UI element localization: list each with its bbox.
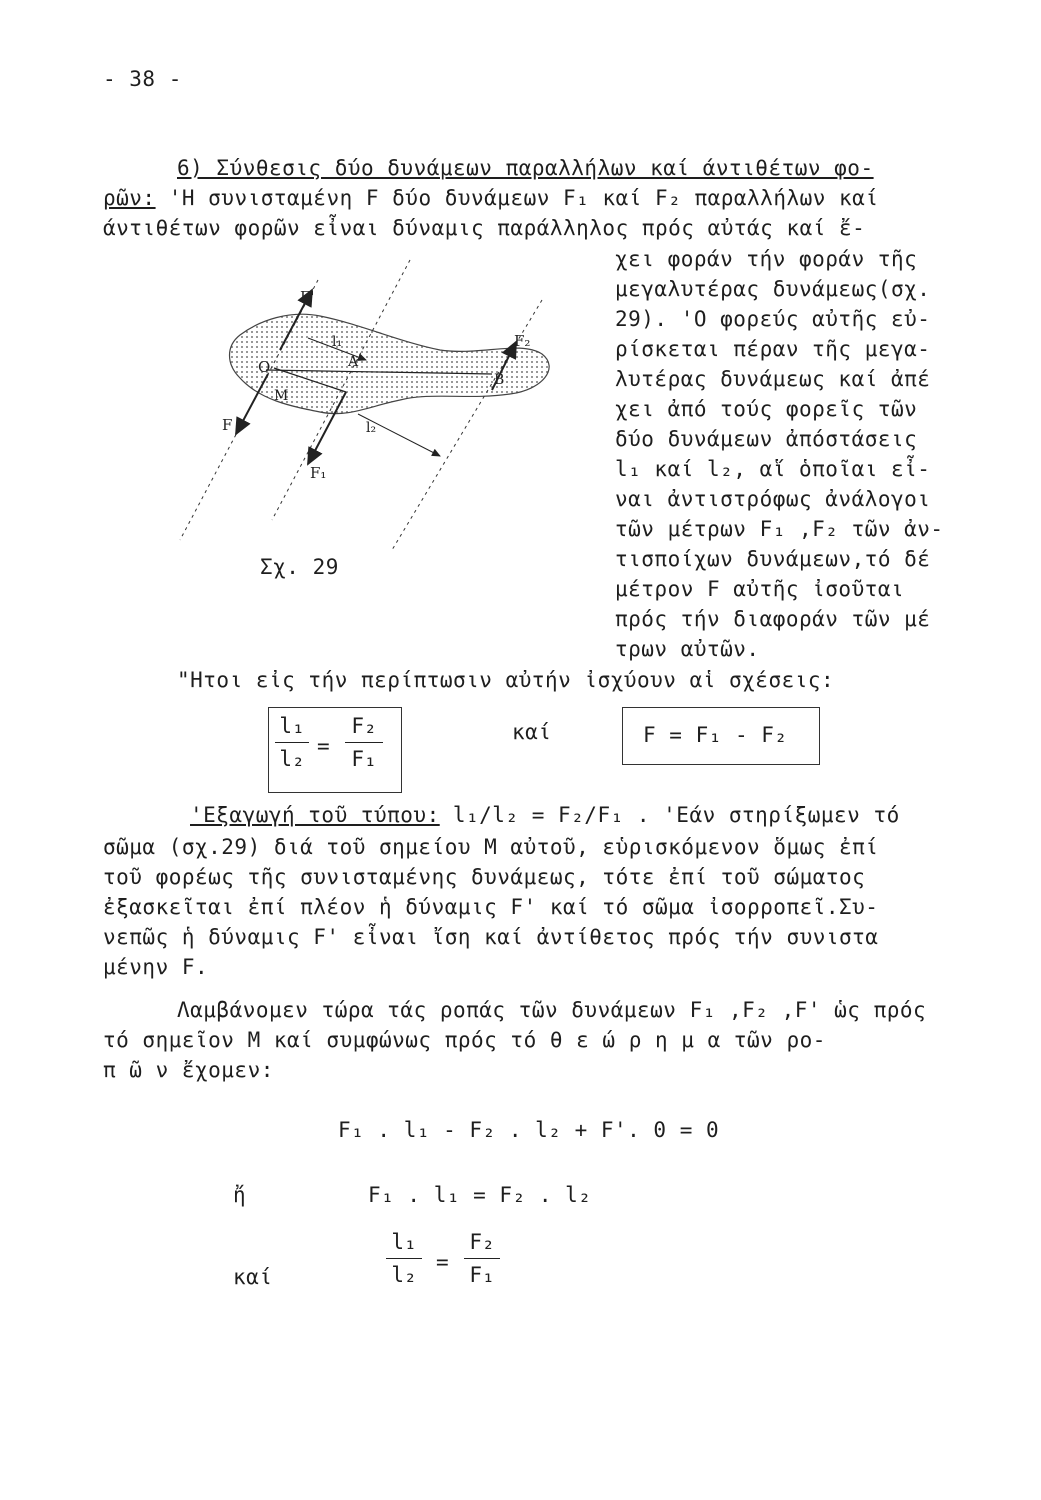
derivation-line: σῶμα (σχ.29) διά τοῦ σημείου M αὐτοῦ, εὑρισκόμενον ὅμως ἐπί xyxy=(103,835,879,859)
label-m: M xyxy=(274,388,289,404)
moments-line: π ῶ ν ἔχομεν: xyxy=(103,1058,274,1082)
difference-formula: F = F₁ - F₂ xyxy=(643,723,788,747)
right-col-line: χει ἀπό τούς φορεῖς τῶν xyxy=(615,397,918,421)
right-col-line: l₁ καί l₂, αἵ ὁποῖαι εἶ- xyxy=(615,457,931,481)
right-col-line: χει φοράν τήν φοράν τῆς xyxy=(615,247,918,271)
fraction-bar xyxy=(275,742,309,743)
derivation-line: μένην F. xyxy=(103,955,209,979)
moment-equation: F₁ . l₁ - F₂ . l₂ + F'. 0 = 0 xyxy=(338,1118,720,1142)
label-f2: F₂ xyxy=(514,332,531,350)
section-heading-text: 6) Σύνθεσις δύο δυνάμεων παραλλήλων καί άντιθέτων φο- xyxy=(177,156,874,180)
derivation-line: νεπῶς ἡ δύναμις F' εἶναι ἴση καί ἀντίθετος πρός τήν συνιστα xyxy=(103,925,879,949)
right-col-line: ρίσκεται πέραν τῆς μεγα- xyxy=(615,337,931,361)
section-line-1-rest: 'Η συνισταμένη F δύο δυνάμεων F₁ καί F₂ παραλλήλων καί xyxy=(168,186,879,210)
right-col-line: μεγαλυτέρας δυνάμεως(σχ. xyxy=(615,277,931,301)
figure-29 xyxy=(170,250,590,595)
fraction-bar xyxy=(464,1258,500,1259)
right-col-line: τισποίχων δυνάμεων,τό δέ xyxy=(615,547,931,571)
right-col-line: 29). 'Ο φορεύς αὐτῆς εὐ- xyxy=(615,307,931,331)
derivation-line-1 xyxy=(190,800,900,830)
final-equals-sign: = xyxy=(436,1250,450,1274)
label-l2: l₂ xyxy=(366,420,377,436)
ratio-formula-box xyxy=(268,707,402,793)
right-column-text xyxy=(615,244,944,664)
derivation-title: 'Εξαγωγή τοῦ τύπου: xyxy=(190,803,440,827)
section-line-1 xyxy=(103,183,878,213)
section-line-2: άντιθέτων φορῶν εἶναι δύναμις παράλληλος πρός αὐτάς καί ἔ- xyxy=(103,216,866,240)
moments-line: τό σημεῖον M καί συμφώνως πρός τό θ ε ώ ρ η μ α τῶν ρο- xyxy=(103,1028,826,1052)
denominator-l2: l₂ xyxy=(279,747,305,771)
relations-intro: "Ητοι εἰς τήν περίπτωσιν αὐτήν ἰσχύουν αἱ σχέσεις: xyxy=(177,668,835,692)
label-f: F xyxy=(222,416,233,434)
right-col-line: τῶν μέτρων F₁ ,F₂ τῶν ἀν- xyxy=(615,517,944,541)
label-f1: F₁ xyxy=(310,464,327,482)
denominator-l2: l₂ xyxy=(391,1263,417,1287)
final-fraction-l1-l2 xyxy=(386,1230,422,1287)
numerator-l1: l₁ xyxy=(279,714,305,738)
right-col-line: λυτέρας δυνάμεως καί ἀπέ xyxy=(615,367,931,391)
denominator-f1: F₁ xyxy=(469,1263,495,1287)
label-a: A xyxy=(348,354,359,370)
fraction-bar xyxy=(345,742,383,743)
or-connector: ἤ xyxy=(233,1183,247,1207)
section-heading xyxy=(177,153,874,183)
page-number: - 38 - xyxy=(103,67,182,91)
numerator-f2: F₂ xyxy=(469,1230,495,1254)
label-o: O xyxy=(258,358,271,376)
label-f-prime: F' xyxy=(300,288,315,306)
right-col-line: τρων αὐτῶν. xyxy=(615,637,760,661)
derivation-line-1-rest: l₁/l₂ = F₂/F₁ . 'Εάν στηρίξωμεν τό xyxy=(452,803,900,827)
right-col-line: δύο δυνάμεων ἀπόστάσεις xyxy=(615,427,918,451)
label-l1: l₁ xyxy=(332,334,343,350)
equals-sign: = xyxy=(317,734,331,758)
right-col-line: μέτρον F αὐτῆς ἰσοῦται xyxy=(615,577,905,601)
derivation-body xyxy=(103,832,878,982)
final-fraction-f2-f1 xyxy=(464,1230,500,1287)
derivation-line: τοῦ φορέως τῆς συνισταμένης δυνάμεως, τότε ἐπί τοῦ σώματος xyxy=(103,865,866,889)
kai-connector: καί xyxy=(512,720,552,744)
moments-line: Λαμβάνομεν τώρα τάς ροπάς τῶν δυνάμεων F₁ ,F₂ ,F' ὡς πρός xyxy=(177,998,927,1022)
fraction-bar xyxy=(386,1258,422,1259)
figure-caption: Σχ. 29 xyxy=(260,555,339,579)
fraction-f2-f1 xyxy=(345,714,383,771)
numerator-l1: l₁ xyxy=(391,1230,417,1254)
final-kai-connector: καί xyxy=(233,1265,273,1289)
right-col-line: πρός τήν διαφοράν τῶν μέ xyxy=(615,607,931,631)
denominator-f1: F₁ xyxy=(351,747,377,771)
derivation-line: ἐξασκεῖται ἐπί πλέον ἡ δύναμις F' καί τό σῶμα ἰσορροπεῖ.Συ- xyxy=(103,895,879,919)
section-heading-cont: ρῶν: xyxy=(103,186,156,210)
right-col-line: ναι ἀντιστρόφως ἀνάλογοι xyxy=(615,487,931,511)
numerator-f2: F₂ xyxy=(351,714,377,738)
fraction-l1-l2 xyxy=(275,714,309,771)
difference-formula-box xyxy=(622,707,820,765)
label-b: B xyxy=(494,372,505,388)
balance-equation: F₁ . l₁ = F₂ . l₂ xyxy=(368,1183,592,1207)
